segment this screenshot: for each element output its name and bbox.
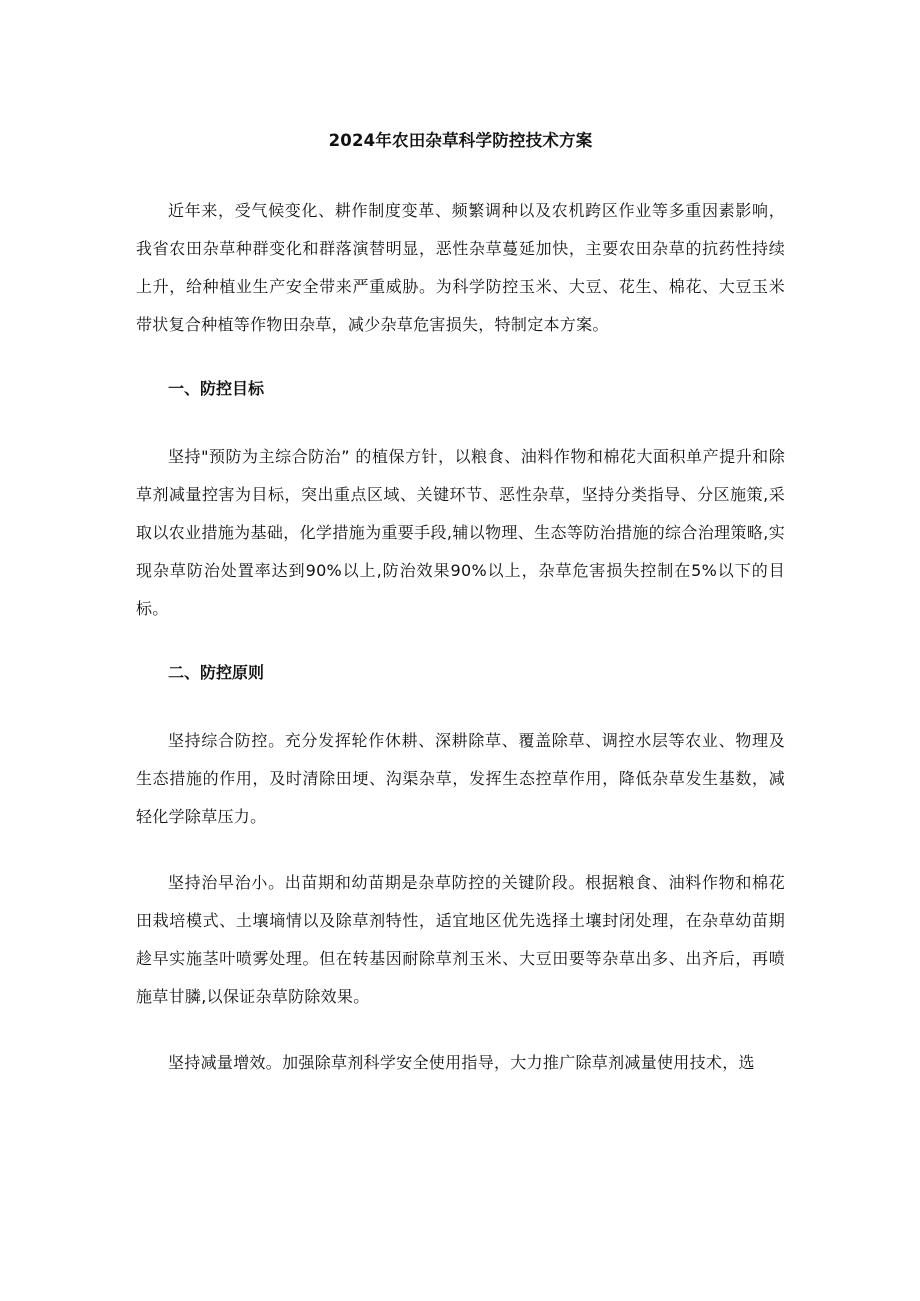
section-heading-goals: 一、防控目标	[168, 379, 265, 398]
principle-paragraph-early-control: 坚持治早治小。出苗期和幼苗期是杂草防控的关键阶段。根据粮食、油料作物和棉花田栽培模式、土壤墒情以及除草剂特性，适宜地区优先选择土壤封闭处理，在杂草幼苗期趁早实施茎叶喷雾处理。但在转基因耐除草剂玉米、大豆田要等杂草出多、出齐后，再喷施草甘膦,以保证杂草防除效果。	[136, 873, 785, 1006]
principle-paragraph-comprehensive: 坚持综合防控。充分发挥轮作休耕、深耕除草、覆盖除草、调控水层等农业、物理及生态措施的作用，及时清除田埂、沟渠杂草，发挥生态控草作用，降低杂草发生基数，减轻化学除草压力。	[136, 731, 785, 826]
intro-paragraph: 近年来，受气候变化、耕作制度变革、频繁调种以及农机跨区作业等多重因素影响，我省农田杂草种群变化和群落演替明显，恶性杂草蔓延加快，主要农田杂草的抗药性持续上升，给种植业生产安全带来严重威胁。为科学防控玉米、大豆、花生、棉花、大豆玉米带状复合种植等作物田杂草，减少杂草危害损失，特制定本方案。	[136, 201, 785, 334]
document-title: 2024年农田杂草科学防控技术方案	[328, 131, 593, 150]
principle-paragraph-reduction: 坚持减量增效。加强除草剂科学安全使用指导，大力推广除草剂减量使用技术，选	[168, 1053, 755, 1072]
section-heading-principles: 二、防控原则	[168, 663, 265, 682]
goals-paragraph: 坚持"预防为主综合防治” 的植保方针，以粮食、油料作物和棉花大面积单产提升和除草剂减量控害为目标，突出重点区域、关键环节、恶性杂草，坚持分类指导、分区施策,采取以农业措施为基础，化学措施为重要手段,辅以物理、生态等防治措施的综合治理策略,实现杂草防治处置率达到90%以上,防治效果90%以上，杂草危害损失控制在5%以下的目标。	[136, 447, 785, 618]
